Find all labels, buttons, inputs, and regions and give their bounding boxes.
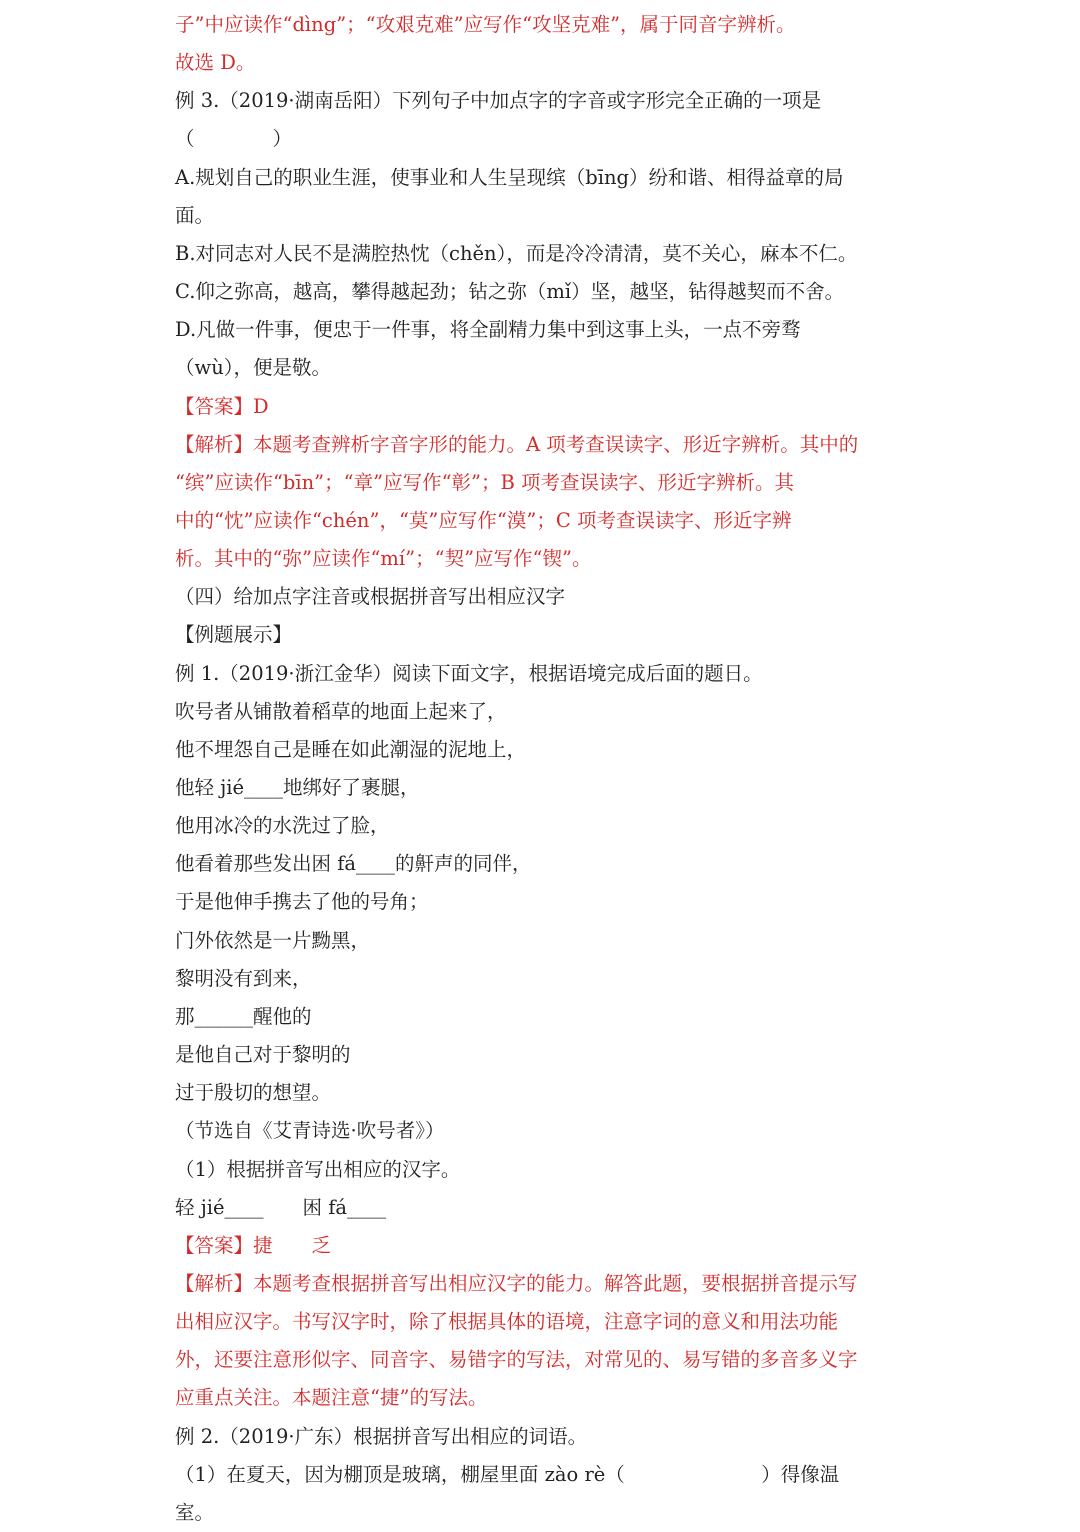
text-line: （wù），便是敬。 — [175, 356, 332, 380]
text-line: 子”中应读作“dìng”；“攻艰克难”应写作“攻坚克难”，属于同音字辨析。 — [175, 13, 796, 36]
text-line: B.对同志对人民不是满腔热忱（chěn），而是冷冷清清，莫不关心，麻本不仁。 — [175, 241, 858, 265]
text-line: C.仰之弥高，越高，攀得越起劲；钻之弥（mǐ）坚，越坚，钻得越契而不舍。 — [175, 280, 845, 304]
text-line: 他看着那些发出困 fá____的鼾声的同伴， — [175, 852, 532, 876]
text-line: 中的“忱”应读作“chén”，“莫”应写作“漠”；C 项考查误读字、形近字辨 — [175, 508, 792, 532]
text-line: 故选 D。 — [175, 51, 256, 75]
text-line: D.凡做一件事，便忠于一件事，将全副精力集中到这事上头，一点不旁骛 — [175, 318, 801, 342]
text-line: 【解析】本题考查辨析字音字形的能力。A 项考查误读字、形近字辨析。其中的 — [175, 432, 859, 456]
text-line: 【答案】D — [175, 394, 269, 418]
text-line: 外，还要注意形似字、同音字、易错字的写法，对常见的、易写错的多音多义字 — [175, 1348, 858, 1372]
text-line: 室。 — [175, 1500, 215, 1524]
text-line: 他不埋怨自己是睡在如此潮湿的泥地上， — [175, 737, 527, 761]
text-line: 黎明没有到来， — [175, 966, 312, 990]
text-line: 出相应汉字。书写汉字时，除了根据具体的语境，注意字词的意义和用法功能 — [175, 1310, 839, 1334]
text-line: 【解析】本题考查根据拼音写出相应汉字的能力。解答此题，要根据拼音提示写 — [175, 1271, 858, 1295]
text-line: 是他自己对于黎明的 — [175, 1043, 351, 1067]
text-line: 【例题展示】 — [175, 623, 293, 647]
text-line: 面。 — [175, 203, 215, 227]
text-line: 轻 jié____ 困 fá____ — [175, 1195, 387, 1219]
text-line: 例 3.（2019·湖南岳阳）下列句子中加点字的字音或字形完全正确的一项是 — [175, 89, 822, 113]
text-line: “缤”应读作“bīn”；“章”应写作“彰”；B 项考查误读字、形近字辨析。其 — [175, 470, 795, 494]
text-line: 门外依然是一片黝黑， — [175, 928, 371, 952]
text-line: 他用冰冷的水洗过了脸， — [175, 814, 390, 838]
text-line: 【答案】捷 乏 — [175, 1233, 332, 1257]
text-line: （ ） — [175, 127, 293, 151]
text-line: 他轻 jié____地绑好了裹腿， — [175, 776, 420, 799]
text-line: A.规划自己的职业生涯，使事业和人生呈现缤（bīng）纷和谐、相得益章的局 — [175, 165, 844, 189]
text-line: （1）在夏天，因为棚顶是玻璃，棚屋里面 zào rè（ ）得像温 — [175, 1462, 840, 1486]
text-line: 过于殷切的想望。 — [175, 1081, 332, 1105]
text-line: 于是他伸手携去了他的号角； — [175, 890, 429, 914]
text-line: 例 2.（2019·广东）根据拼音写出相应的词语。 — [175, 1424, 588, 1448]
text-line: 析。其中的“弥”应读作“mí”；“契”应写作“锲”。 — [175, 547, 592, 571]
text-line: （节选自《艾青诗选·吹号者》） — [175, 1119, 445, 1143]
text-line: （1）根据拼音写出相应的汉字。 — [175, 1157, 461, 1181]
text-line: 那______醒他的 — [175, 1004, 312, 1028]
text-line: 吹号者从铺散着稻草的地面上起来了， — [175, 699, 507, 723]
text-line: （四）给加点字注音或根据拼音写出相应汉字 — [175, 585, 566, 609]
text-line: 应重点关注。本题注意“捷”的写法。 — [175, 1386, 488, 1410]
text-line: 例 1.（2019·浙江金华）阅读下面文字，根据语境完成后面的题日。 — [175, 661, 763, 685]
